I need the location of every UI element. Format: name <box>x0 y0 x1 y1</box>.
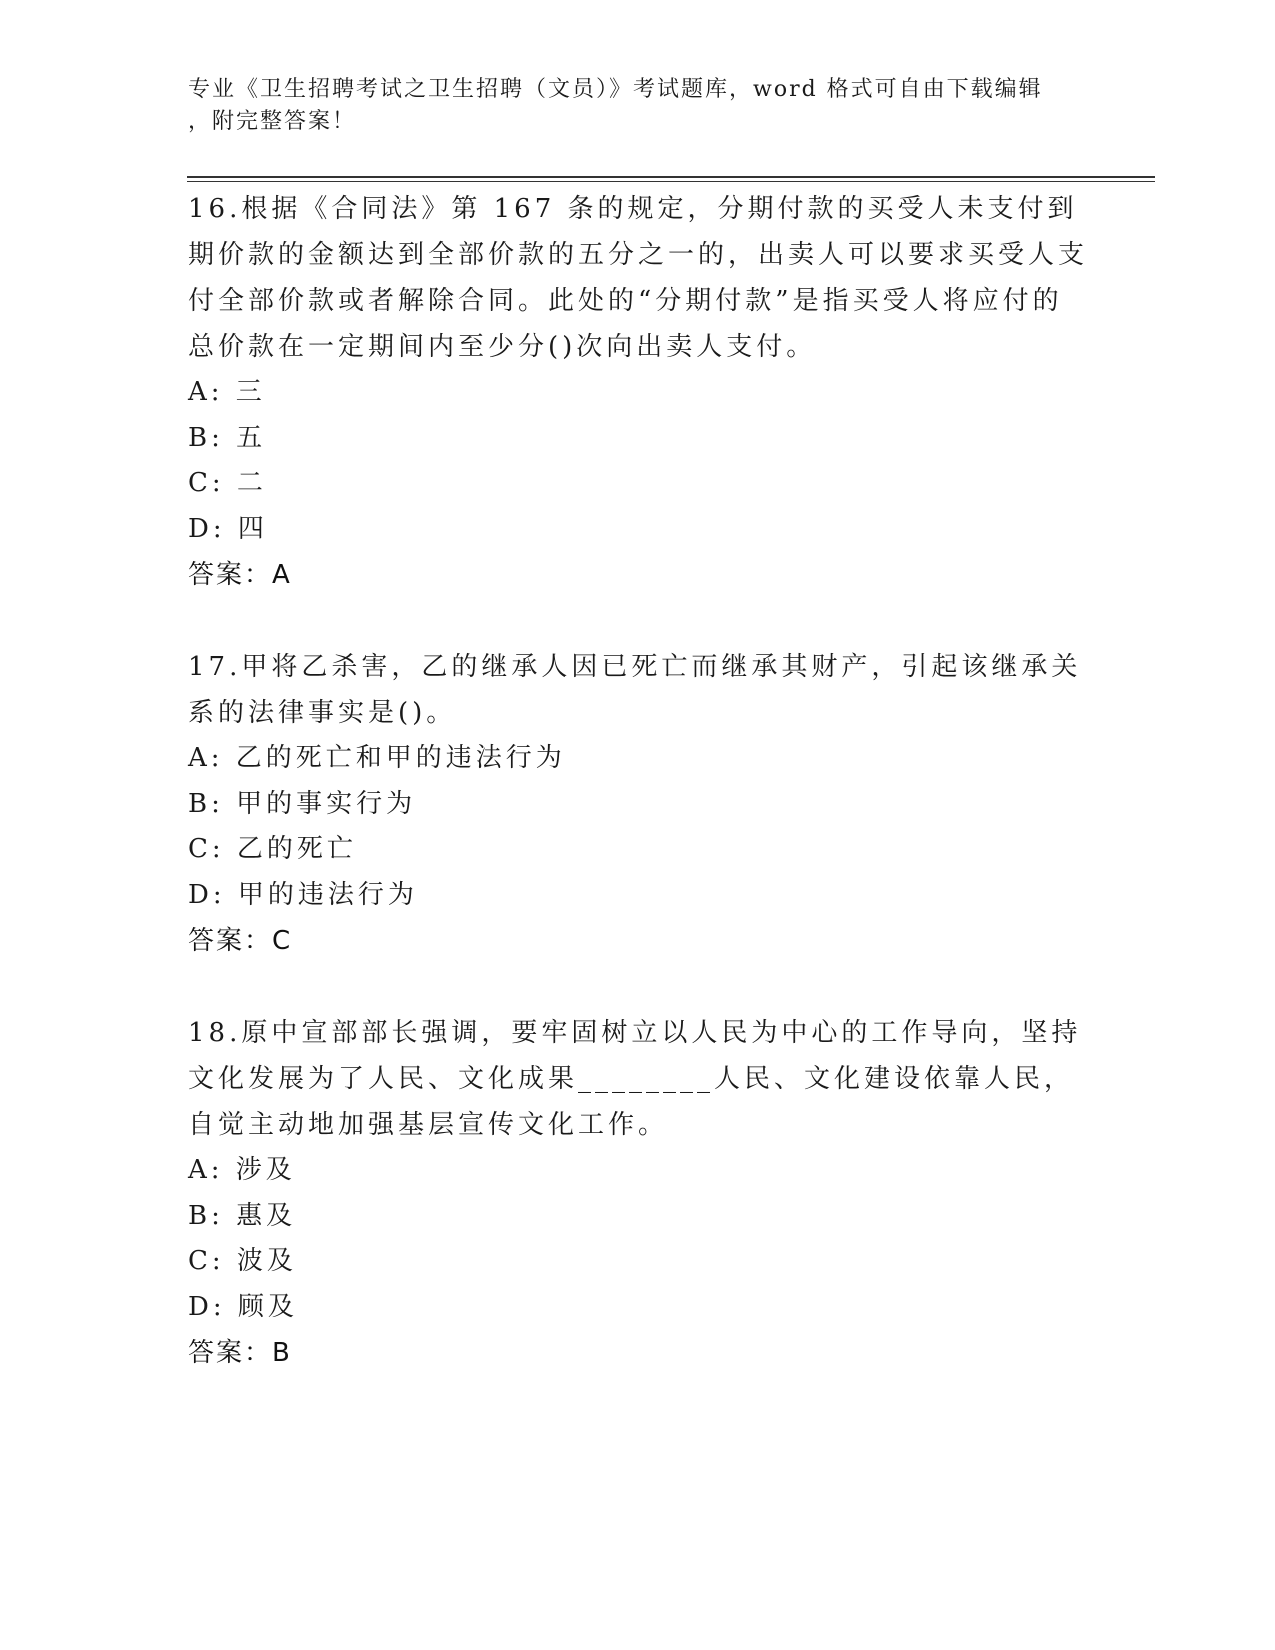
question-17 <box>188 644 1088 964</box>
answer-line: 答案：B <box>188 1338 292 1368</box>
option-b: B: 甲的事实行为 <box>188 788 417 819</box>
option-b: B: 惠及 <box>188 1200 297 1231</box>
header-divider-thick <box>187 176 1155 178</box>
answer-line: 答案：A <box>188 560 292 590</box>
question-stem: 18.原中宣部部长强调，要牢固树立以人民为中心的工作导向，坚持文化发展为了人民、文化成果________人民、文化建设依靠人民，自觉主动地加强基层宣传文化工作。 <box>188 1018 1082 1140</box>
question-16 <box>188 186 1088 598</box>
header-line-2: ，附完整答案！ <box>188 109 357 134</box>
document-header <box>188 74 1068 138</box>
option-d: D: 顾及 <box>188 1291 298 1322</box>
option-a: A: 三 <box>188 377 266 407</box>
header-line-1: 专业《卫生招聘考试之卫生招聘（文员）》考试题库，word 格式可自由下载编辑 <box>188 77 1043 102</box>
option-d: D: 甲的违法行为 <box>188 879 418 910</box>
question-18 <box>188 1010 1088 1376</box>
option-c: C: 乙的死亡 <box>188 834 357 864</box>
option-c: C: 二 <box>188 468 267 498</box>
answer-line: 答案：C <box>188 926 293 956</box>
header-divider-thin <box>187 181 1155 182</box>
option-a: A: 乙的死亡和甲的违法行为 <box>188 743 566 773</box>
question-stem: 16.根据《合同法》第 167 条的规定，分期付款的买受人未支付到期价款的金额达到全部价款的五分之一的，出卖人可以要求买受人支付全部价款或者解除合同。此处的“分期付款”是指买受人将应付的总价款在一定期间内至少分()次向出卖人支付。 <box>188 194 1089 362</box>
option-b: B: 五 <box>188 422 267 453</box>
option-c: C: 波及 <box>188 1246 297 1276</box>
option-d: D: 四 <box>188 513 268 544</box>
option-a: A: 涉及 <box>188 1155 296 1185</box>
question-stem: 17.甲将乙杀害，乙的继承人因已死亡而继承其财产，引起该继承关系的法律事实是()。 <box>188 652 1082 728</box>
